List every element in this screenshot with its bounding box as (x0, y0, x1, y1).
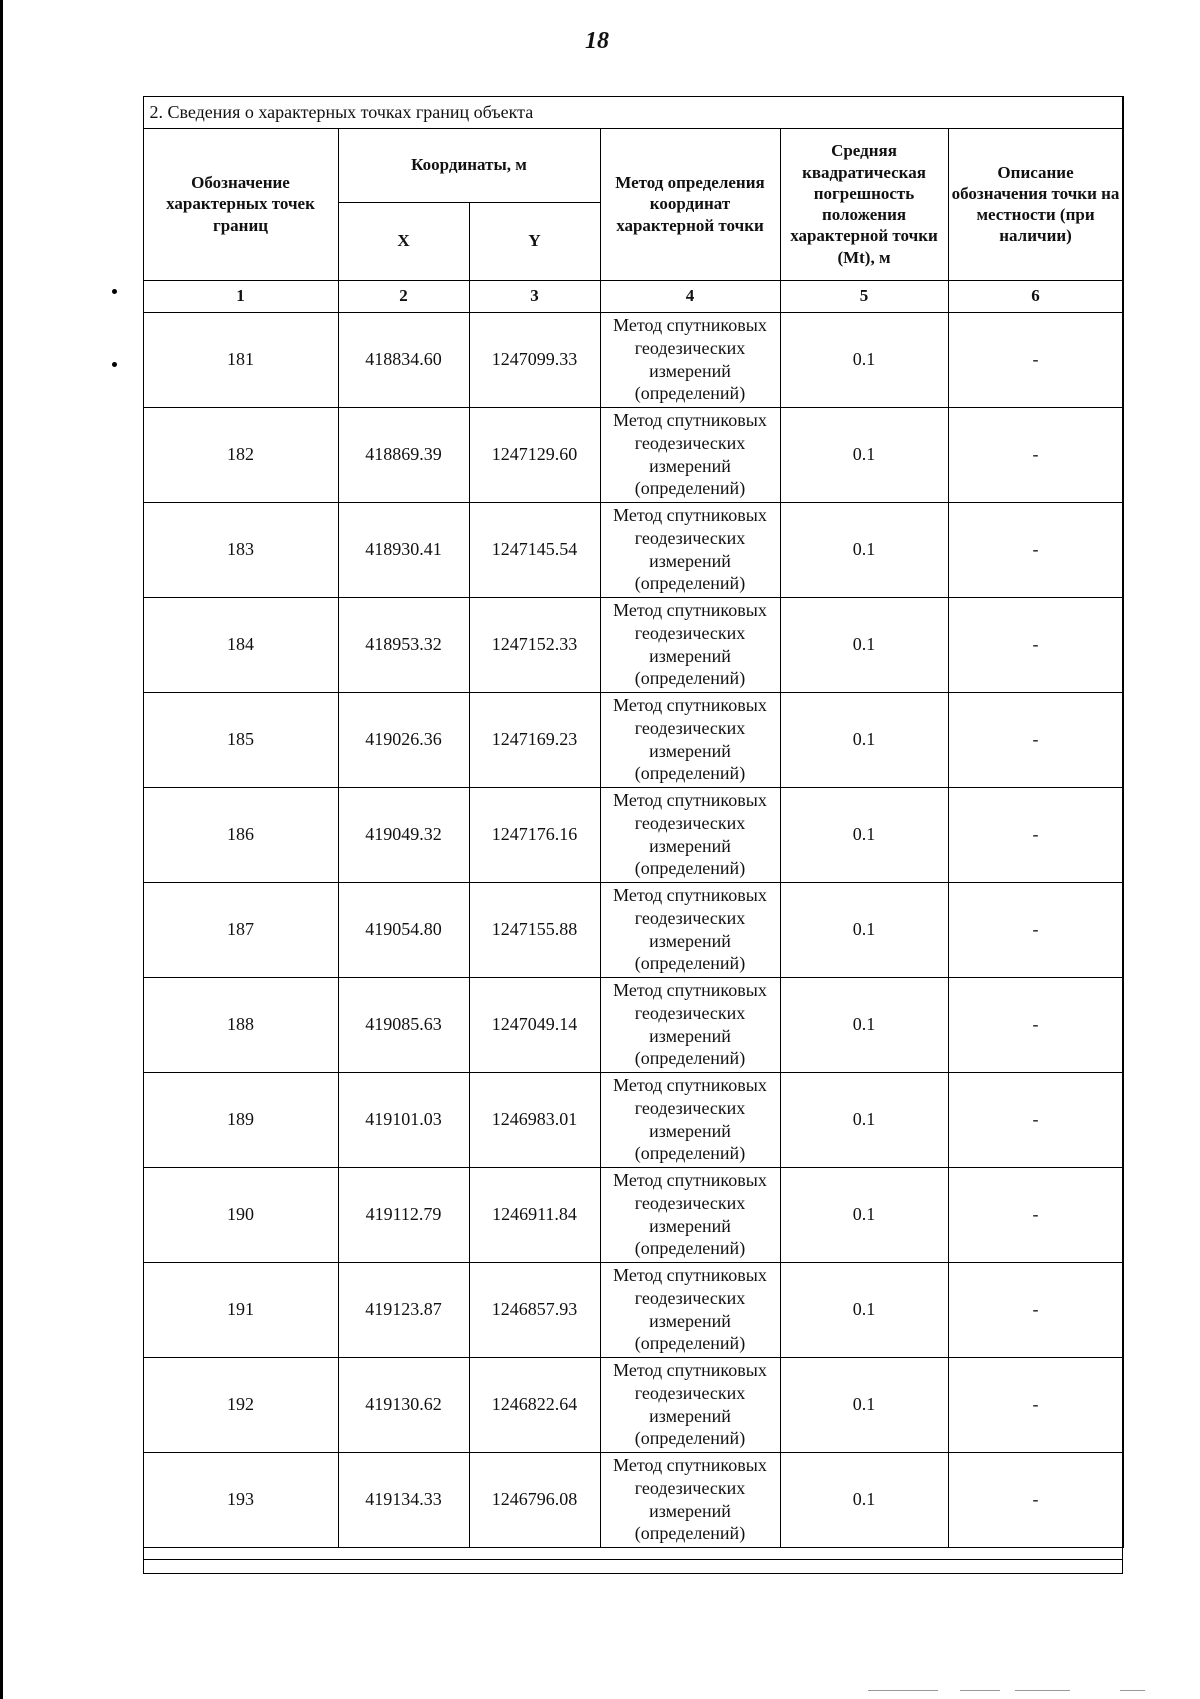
table-row (143, 1167, 1123, 1262)
description-cell: - (948, 787, 1123, 882)
table-row (143, 597, 1123, 692)
point-id: 187 (143, 882, 338, 977)
coord-y: 1247176.16 (469, 787, 600, 882)
coord-y: 1246983.01 (469, 1072, 600, 1167)
footer-scan-mark (1120, 1690, 1145, 1691)
accuracy-cell: 0.1 (780, 407, 948, 502)
description-cell: - (948, 597, 1123, 692)
coord-y: 1247049.14 (469, 977, 600, 1072)
coord-x: 419054.80 (338, 882, 469, 977)
header-coordinates: Координаты, м (338, 128, 600, 202)
coord-y: 1247155.88 (469, 882, 600, 977)
accuracy-cell: 0.1 (780, 692, 948, 787)
header-method: Метод определения координат характерной точки (600, 128, 780, 280)
point-id: 192 (143, 1357, 338, 1452)
coord-x: 419134.33 (338, 1452, 469, 1547)
point-id: 181 (143, 312, 338, 407)
method-cell: Метод спутниковых геодезических измерений (определений) (600, 1167, 780, 1262)
description-cell: - (948, 1452, 1123, 1547)
coord-x: 418834.60 (338, 312, 469, 407)
footer-scan-mark (868, 1690, 938, 1691)
accuracy-cell: 0.1 (780, 1072, 948, 1167)
coord-x: 419049.32 (338, 787, 469, 882)
table-row (143, 312, 1123, 407)
description-cell: - (948, 1262, 1123, 1357)
header-y: Y (469, 202, 600, 280)
coord-y: 1246857.93 (469, 1262, 600, 1357)
table-row (143, 1357, 1123, 1452)
point-id: 190 (143, 1167, 338, 1262)
accuracy-cell: 0.1 (780, 882, 948, 977)
method-cell: Метод спутниковых геодезических измерений (определений) (600, 1262, 780, 1357)
table-bottom-rule (144, 1559, 1122, 1560)
accuracy-cell: 0.1 (780, 312, 948, 407)
table-row (143, 977, 1123, 1072)
coord-y: 1247099.33 (469, 312, 600, 407)
column-number: 2 (338, 280, 469, 312)
description-cell: - (948, 882, 1123, 977)
column-number: 4 (600, 280, 780, 312)
coord-x: 419026.36 (338, 692, 469, 787)
column-number: 6 (948, 280, 1123, 312)
point-id: 182 (143, 407, 338, 502)
point-id: 183 (143, 502, 338, 597)
description-cell: - (948, 407, 1123, 502)
column-number: 3 (469, 280, 600, 312)
section-title: 2. Сведения о характерных точках границ объекта (143, 96, 1123, 128)
coord-y: 1247152.33 (469, 597, 600, 692)
method-cell: Метод спутниковых геодезических измерений (определений) (600, 1357, 780, 1452)
accuracy-cell: 0.1 (780, 1167, 948, 1262)
table-row (143, 407, 1123, 502)
coord-x: 418869.39 (338, 407, 469, 502)
coord-x: 419085.63 (338, 977, 469, 1072)
coord-x: 419130.62 (338, 1357, 469, 1452)
coord-y: 1247169.23 (469, 692, 600, 787)
point-id: 191 (143, 1262, 338, 1357)
description-cell: - (948, 502, 1123, 597)
coord-x: 418953.32 (338, 597, 469, 692)
description-cell: - (948, 312, 1123, 407)
method-cell: Метод спутниковых геодезических измерений (определений) (600, 407, 780, 502)
coord-x: 418930.41 (338, 502, 469, 597)
coord-y: 1247129.60 (469, 407, 600, 502)
header-designation: Обозначение характерных точек границ (143, 128, 338, 280)
scan-edge (0, 0, 3, 1699)
method-cell: Метод спутниковых геодезических измерений (определений) (600, 597, 780, 692)
method-cell: Метод спутниковых геодезических измерений (определений) (600, 882, 780, 977)
footer-scan-mark (960, 1690, 1000, 1691)
point-id: 185 (143, 692, 338, 787)
coord-y: 1247145.54 (469, 502, 600, 597)
points-table-frame (143, 96, 1123, 1574)
table-row (143, 1262, 1123, 1357)
point-id: 186 (143, 787, 338, 882)
method-cell: Метод спутниковых геодезических измерений (определений) (600, 502, 780, 597)
accuracy-cell: 0.1 (780, 502, 948, 597)
table-row (143, 882, 1123, 977)
accuracy-cell: 0.1 (780, 977, 948, 1072)
column-number: 5 (780, 280, 948, 312)
accuracy-cell: 0.1 (780, 597, 948, 692)
point-id: 189 (143, 1072, 338, 1167)
points-table (143, 96, 1124, 1548)
table-row (143, 1072, 1123, 1167)
method-cell: Метод спутниковых геодезических измерений (определений) (600, 787, 780, 882)
footer-scan-mark (1015, 1690, 1070, 1691)
method-cell: Метод спутниковых геодезических измерений (определений) (600, 692, 780, 787)
description-cell: - (948, 1072, 1123, 1167)
description-cell: - (948, 977, 1123, 1072)
method-cell: Метод спутниковых геодезических измерений (определений) (600, 1452, 780, 1547)
point-id: 184 (143, 597, 338, 692)
coord-y: 1246796.08 (469, 1452, 600, 1547)
table-row (143, 1452, 1123, 1547)
table-row (143, 502, 1123, 597)
table-row (143, 692, 1123, 787)
header-x: X (338, 202, 469, 280)
coord-x: 419101.03 (338, 1072, 469, 1167)
margin-bullet (112, 289, 117, 294)
point-id: 193 (143, 1452, 338, 1547)
method-cell: Метод спутниковых геодезических измерений (определений) (600, 1072, 780, 1167)
coord-y: 1246822.64 (469, 1357, 600, 1452)
column-number: 1 (143, 280, 338, 312)
description-cell: - (948, 692, 1123, 787)
table-row (143, 787, 1123, 882)
margin-bullet (112, 362, 117, 367)
coord-x: 419123.87 (338, 1262, 469, 1357)
accuracy-cell: 0.1 (780, 787, 948, 882)
accuracy-cell: 0.1 (780, 1452, 948, 1547)
method-cell: Метод спутниковых геодезических измерений (определений) (600, 977, 780, 1072)
description-cell: - (948, 1357, 1123, 1452)
accuracy-cell: 0.1 (780, 1262, 948, 1357)
coord-x: 419112.79 (338, 1167, 469, 1262)
description-cell: - (948, 1167, 1123, 1262)
page-number: 18 (585, 28, 609, 54)
header-description: Описание обозначения точки на местности (при наличии) (948, 128, 1123, 280)
coord-y: 1246911.84 (469, 1167, 600, 1262)
point-id: 188 (143, 977, 338, 1072)
header-accuracy: Средняя квадратическая погрешность положения характерной точки (Mt), м (780, 128, 948, 280)
method-cell: Метод спутниковых геодезических измерений (определений) (600, 312, 780, 407)
accuracy-cell: 0.1 (780, 1357, 948, 1452)
